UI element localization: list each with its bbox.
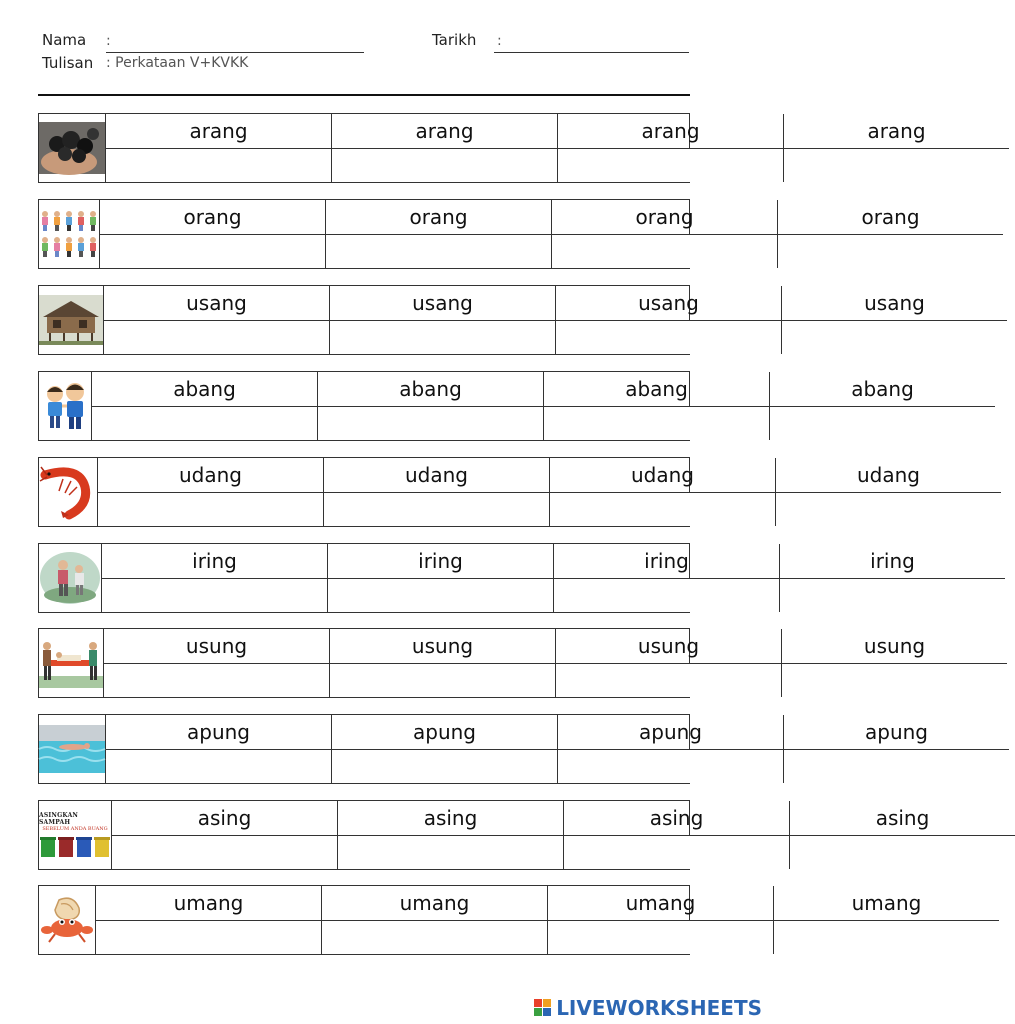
word-label: usang [782,286,1007,321]
tarikh-field-line[interactable] [494,52,689,53]
answer-input[interactable] [330,321,555,354]
stretcher-image [39,629,104,697]
word-label: abang [544,372,769,407]
worksheet-row [38,628,926,698]
answer-input[interactable] [322,921,547,954]
answer-input[interactable] [548,921,773,954]
answer-input[interactable] [774,921,999,954]
answer-input[interactable] [564,836,789,869]
answer-input[interactable] [332,750,557,783]
brand-name: LIVEWORKSHEETS [556,996,762,1020]
answer-input[interactable] [332,149,557,182]
word-label: usang [104,286,329,321]
answer-input[interactable] [318,407,543,440]
word-label: usang [556,286,781,321]
people-image [39,200,100,268]
answer-input[interactable] [784,149,1009,182]
answer-input[interactable] [544,407,769,440]
nama-colon: : [106,33,111,49]
word-label: asing [112,801,337,836]
answer-input[interactable] [782,321,1007,354]
word-label: udang [98,458,323,493]
word-label: orang [552,200,777,235]
worksheet-row [38,371,914,441]
answer-input[interactable] [104,321,329,354]
word-label: apung [784,715,1009,750]
word-label: arang [784,114,1009,149]
answer-input[interactable] [776,493,1001,526]
word-label: usang [330,286,555,321]
worksheet-row [38,543,915,613]
word-label: iring [780,544,1005,579]
word-label: arang [558,114,783,149]
answer-input[interactable] [556,321,781,354]
answer-input[interactable] [104,664,329,697]
answer-input[interactable] [92,407,317,440]
answer-input[interactable] [554,579,779,612]
word-label: orang [778,200,1003,235]
answer-input[interactable] [550,493,775,526]
word-label: orang [326,200,551,235]
answer-input[interactable] [330,664,555,697]
answer-input[interactable] [770,407,995,440]
word-label: umang [322,886,547,921]
accompany-image [39,544,102,612]
answer-input[interactable] [556,664,781,697]
hermit-crab-image [39,886,96,954]
tarikh-label: Tarikh [432,31,477,49]
word-label: iring [102,544,327,579]
tarikh-colon: : [497,33,502,49]
liveworksheets-logo-icon [534,999,552,1017]
nama-label: Nama [42,31,87,49]
answer-input[interactable] [790,836,1015,869]
word-label: iring [554,544,779,579]
tulisan-value: : Perkataan V+KVKK [106,55,249,71]
answer-input[interactable] [328,579,553,612]
word-label: apung [106,715,331,750]
word-label: usung [556,629,781,664]
answer-input[interactable] [100,235,325,268]
answer-input[interactable] [780,579,1005,612]
charcoal-image [39,114,106,182]
answer-input[interactable] [552,235,777,268]
answer-input[interactable] [112,836,337,869]
answer-input[interactable] [106,149,331,182]
answer-input[interactable] [784,750,1009,783]
word-label: umang [548,886,773,921]
worksheet-row [38,457,920,527]
answer-input[interactable] [106,750,331,783]
tulisan-label: Tulisan [42,54,94,72]
word-label: umang [96,886,321,921]
word-label: udang [324,458,549,493]
word-label: udang [776,458,1001,493]
word-label: asing [564,801,789,836]
word-label: udang [550,458,775,493]
word-label: abang [318,372,543,407]
answer-input[interactable] [558,750,783,783]
answer-input[interactable] [96,921,321,954]
word-label: asing [790,801,1015,836]
shrimp-image [39,458,98,526]
word-label: apung [558,715,783,750]
word-label: usung [330,629,555,664]
worksheet-row [38,714,928,784]
worksheet-row [38,885,922,955]
word-label: apung [332,715,557,750]
recycle-caption-line1: ASINGKAN SAMPAH [39,811,79,826]
recycle-caption-line2: SEBELUM ANDA BUANG [42,825,108,832]
answer-input[interactable] [338,836,563,869]
worksheet-row [38,199,920,269]
word-label: arang [332,114,557,149]
worksheet-row [38,113,926,183]
recycle-bins-image [39,801,112,869]
brothers-image [39,372,92,440]
word-label: arang [106,114,331,149]
answer-input[interactable] [324,493,549,526]
word-label: usung [782,629,1007,664]
answer-input[interactable] [102,579,327,612]
header-divider [38,94,690,96]
answer-input[interactable] [326,235,551,268]
word-label: usung [104,629,329,664]
worksheet-row [38,285,925,355]
word-label: asing [338,801,563,836]
answer-input[interactable] [778,235,1003,268]
word-label: abang [770,372,995,407]
answer-input[interactable] [98,493,323,526]
word-label: orang [100,200,325,235]
old-house-image [39,286,104,354]
word-label: abang [92,372,317,407]
answer-input[interactable] [782,664,1007,697]
floating-image [39,715,106,783]
word-label: iring [328,544,553,579]
worksheet-row [38,800,930,870]
answer-input[interactable] [558,149,783,182]
word-label: umang [774,886,999,921]
nama-field-line[interactable] [106,52,364,53]
liveworksheets-brand [534,996,762,1020]
